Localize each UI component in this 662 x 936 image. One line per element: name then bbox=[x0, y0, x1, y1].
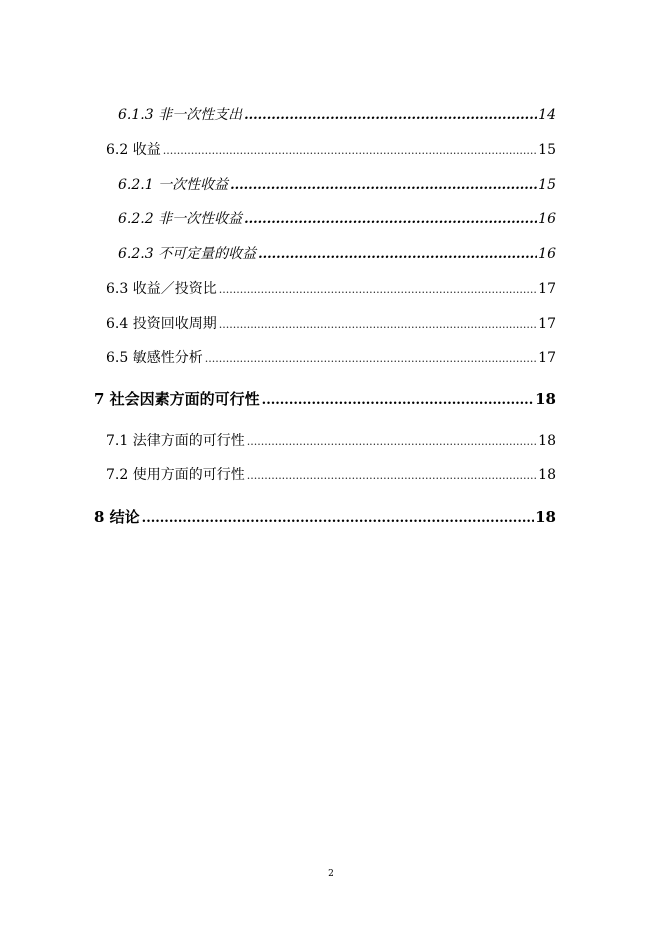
toc-entry[interactable] bbox=[106, 347, 556, 367]
page-number: 2 bbox=[328, 869, 334, 879]
toc-entry[interactable] bbox=[106, 313, 556, 333]
toc-entry-title: 6.2.3 不可定量的收益 bbox=[118, 246, 257, 262]
toc-entry[interactable] bbox=[118, 174, 556, 194]
toc-leader-dots bbox=[247, 435, 537, 448]
toc-entry[interactable] bbox=[94, 506, 556, 527]
toc-entry-page: 18 bbox=[538, 433, 556, 449]
toc-leader-dots bbox=[205, 352, 537, 365]
toc-entry-page: 17 bbox=[538, 281, 556, 297]
toc-entry-title: 7 社会因素方面的可行性 bbox=[94, 390, 260, 408]
toc-entry-title: 6.2.2 非一次性收益 bbox=[118, 211, 243, 227]
toc-leader-dots bbox=[244, 108, 537, 123]
toc-entry-title: 6.5 敏感性分析 bbox=[106, 350, 203, 366]
toc-entry[interactable] bbox=[106, 430, 556, 450]
toc-entry-page: 17 bbox=[538, 316, 556, 332]
toc-entry-title: 7.2 使用方面的可行性 bbox=[106, 467, 245, 483]
toc-leader-dots bbox=[230, 178, 537, 193]
toc-entry[interactable] bbox=[94, 388, 556, 409]
toc-leader-dots bbox=[219, 283, 537, 296]
toc-entry-title: 6.1.3 非一次性支出 bbox=[118, 107, 243, 123]
toc-leader-dots bbox=[163, 144, 537, 157]
toc-entry-title: 8 结论 bbox=[94, 508, 140, 526]
toc-entry-title: 6.2.1 一次性收益 bbox=[118, 177, 229, 193]
toc-leader-dots bbox=[262, 393, 534, 408]
toc-entry-page: 15 bbox=[538, 142, 556, 158]
toc-entry-title: 6.4 投资回收周期 bbox=[106, 316, 217, 332]
toc-entry-page: 18 bbox=[535, 508, 556, 526]
toc-leader-dots bbox=[258, 247, 537, 262]
toc-leader-dots bbox=[219, 318, 537, 331]
toc-entry-title: 7.1 法律方面的可行性 bbox=[106, 433, 245, 449]
toc-entry[interactable] bbox=[106, 278, 556, 298]
toc-leader-dots bbox=[247, 469, 537, 482]
toc-leader-dots bbox=[244, 212, 537, 227]
toc-entry[interactable] bbox=[106, 464, 556, 484]
toc-entry[interactable] bbox=[118, 243, 556, 263]
toc-leader-dots bbox=[142, 511, 534, 526]
toc-entry-page: 18 bbox=[538, 467, 556, 483]
toc-entry-page: 18 bbox=[535, 390, 556, 408]
toc-entry[interactable] bbox=[118, 208, 556, 228]
toc-entry-page: 16 bbox=[538, 211, 556, 227]
toc-entry-page: 14 bbox=[538, 107, 556, 123]
toc-entry-page: 15 bbox=[538, 177, 556, 193]
toc-entry-title: 6.2 收益 bbox=[106, 142, 161, 158]
toc-entry-page: 16 bbox=[538, 246, 556, 262]
toc-entry-page: 17 bbox=[538, 350, 556, 366]
toc-entry[interactable] bbox=[106, 139, 556, 159]
toc-entry[interactable] bbox=[118, 104, 556, 124]
toc-entry-title: 6.3 收益／投资比 bbox=[106, 281, 217, 297]
